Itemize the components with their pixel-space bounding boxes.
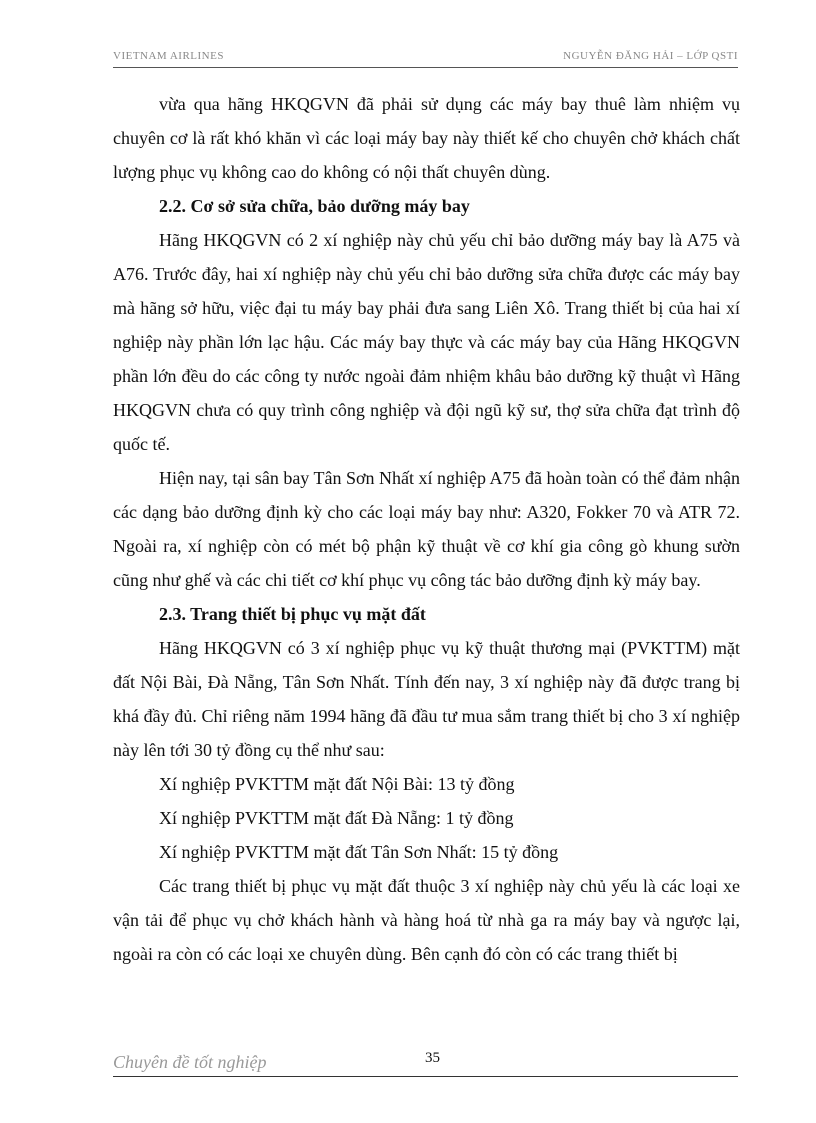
- section-heading: 2.2. Cơ sở sửa chữa, bảo dưỡng máy bay: [159, 196, 470, 216]
- paragraph: vừa qua hãng HKQGVN đã phải sử dụng các máy bay thuê làm nhiệm vụ chuyên cơ là rất khó khăn vì các loại máy bay này thiết kế cho chuyên chở khách chất lượng phục vụ không cao do không có nội thất chuyên dùng.: [113, 94, 740, 182]
- section-heading: 2.3. Trang thiết bị phục vụ mặt đất: [159, 604, 426, 624]
- footer-left: Chuyên đề tốt nghiệp: [113, 1052, 267, 1072]
- list-item: Xí nghiệp PVKTTM mặt đất Nội Bài: 13 tỷ đồng: [159, 774, 515, 794]
- document-body: [113, 87, 740, 971]
- page-footer: [113, 1050, 738, 1077]
- paragraph: Hãng HKQGVN có 2 xí nghiệp này chủ yếu chỉ bảo dưỡng máy bay là A75 và A76. Trước đây, hai xí nghiệp này chủ yếu chỉ bảo dưỡng sửa chữa được các máy bay mà hãng sở hữu, việc đại tu máy bay phải đưa sang Liên Xô. Trang thiết bị của hai xí nghiệp này phần lớn lạc hậu. Các máy bay thực và các máy bay của Hãng HKQGVN phần lớn đều do các công ty nước ngoài đảm nhiệm khâu bảo dưỡng kỹ thuật vì Hãng HKQGVN chưa có quy trình công nghiệp và đội ngũ kỹ sư, thợ sửa chữa đạt trình độ quốc tế.: [113, 230, 740, 454]
- paragraph: Hãng HKQGVN có 3 xí nghiệp phục vụ kỹ thuật thương mại (PVKTTM) mặt đất Nội Bài, Đà Nẵng, Tân Sơn Nhất. Tính đến nay, 3 xí nghiệp này đã được trang bị khá đầy đủ. Chỉ riêng năm 1994 hãng đã đầu tư mua sắm trang thiết bị cho 3 xí nghiệp này lên tới 30 tỷ đồng cụ thể như sau:: [113, 638, 740, 760]
- list-item: Xí nghiệp PVKTTM mặt đất Tân Sơn Nhất: 15 tỷ đồng: [159, 842, 559, 862]
- paragraph: Các trang thiết bị phục vụ mặt đất thuộc 3 xí nghiệp này chủ yếu là các loại xe vận tải để phục vụ chở khách hành và hàng hoá từ nhà ga ra máy bay và ngược lại, ngoài ra còn có các loại xe chuyên dùng. Bên cạnh đó còn có các trang thiết bị: [113, 876, 740, 964]
- header-right: NGUYỄN ĐĂNG HẢI – LỚP QSTI: [563, 50, 738, 62]
- page-number: 35: [425, 1050, 440, 1066]
- paragraph: Hiện nay, tại sân bay Tân Sơn Nhất xí nghiệp A75 đã hoàn toàn có thể đảm nhận các dạng bảo dưỡng định kỳ cho các loại máy bay như: A320, Fokker 70 và ATR 72. Ngoài ra, xí nghiệp còn có mét bộ phận kỹ thuật về cơ khí gia công gò khung sườn cũng như ghế và các chi tiết cơ khí phục vụ công tác bảo dưỡng định kỳ máy bay.: [113, 468, 740, 590]
- header-left: VIETNAM AIRLINES: [113, 50, 224, 62]
- list-item: Xí nghiệp PVKTTM mặt đất Đà Nẵng: 1 tỷ đồng: [159, 808, 514, 828]
- page-header: [113, 47, 738, 68]
